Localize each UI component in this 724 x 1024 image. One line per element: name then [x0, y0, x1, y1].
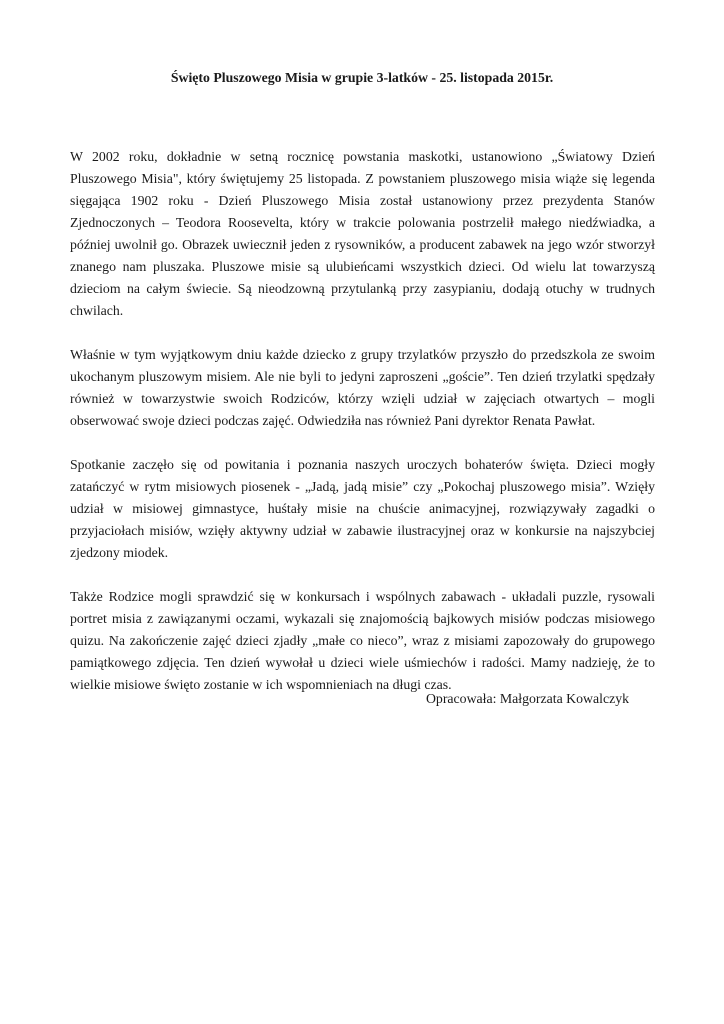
- document-title: Święto Pluszowego Misia w grupie 3-latków - 25. listopada 2015r.: [170, 70, 554, 85]
- paragraph-activities: Spotkanie zaczęło się od powitania i poznania naszych uroczych bohaterów święta. Dzieci mogły zatańczyć w rytm misiowych piosenek - „Jadą, jadą misie” czy „Pokochaj pluszowego misia”. Wzięły udział w misiowej gimnastyce, huśtały misie na chuście animacyjnej, rozwiązywały zagadki o przyjaciołach misiów, wzięły aktywny udział w zabawie ilustracyjnej oraz w konkursie na najszybciej zjedzony miodek.: [70, 457, 655, 560]
- paragraph-intro: W 2002 roku, dokładnie w setną rocznicę powstania maskotki, ustanowiono „Światowy Dzień Pluszowego Misia", który świętujemy 25 listopada. Z powstaniem pluszowego misia wiąże się legenda sięgająca 1902 roku - Dzień Pluszowego Misia został ustanowiony przez prezydenta Stanów Zjednoczonych – Teodora Roosevelta, który w trakcie polowania postrzelił małego niedźwiadka, a później uwolnił go. Obrazek uwiecznił jeden z rysowników, a producent zabawek na jego wzór stworzył znanego nam pluszaka. Pluszowe misie są ulubieńcami wszystkich dzieci. Od wielu lat towarzyszą dzieciom na całym świecie. Są nieodzowną przytulanką przy zasypianiu, dodają otuchy w trudnych chwilach.: [70, 149, 655, 318]
- paragraph-parents: Także Rodzice mogli sprawdzić się w konkursach i wspólnych zabawach - układali puzzle, rysowali portret misia z zawiązanymi oczami, wykazali się znajomością bajkowych misiów podczas misiowego quizu. Na zakończenie zajęć dzieci zjadły „małe co nieco”, wraz z misiami zapozowały do grupowego pamiątkowego zdjęcia. Ten dzień wywołał u dzieci wiele uśmiechów i radości. Mamy nadzieję, że to wielkie misiowe święto zostanie w ich wspomnieniach na długi czas.: [70, 589, 655, 692]
- document-body: [70, 146, 655, 718]
- author-signature: Opracowała: Małgorzata Kowalczyk: [425, 691, 629, 706]
- paragraph-guests: Właśnie w tym wyjątkowym dniu każde dziecko z grupy trzylatków przyszło do przedszkola ze swoim ukochanym pluszowym misiem. Ale nie byli to jedyni zaproszeni „goście”. Ten dzień trzylatki spędzały również w towarzystwie swoich Rodziców, którzy wzięli udział w zajęciach otwartych – mogli obserwować swoje dzieci podczas zajęć. Odwiedziła nas również Pani dyrektor Renata Pawłat.: [70, 347, 655, 428]
